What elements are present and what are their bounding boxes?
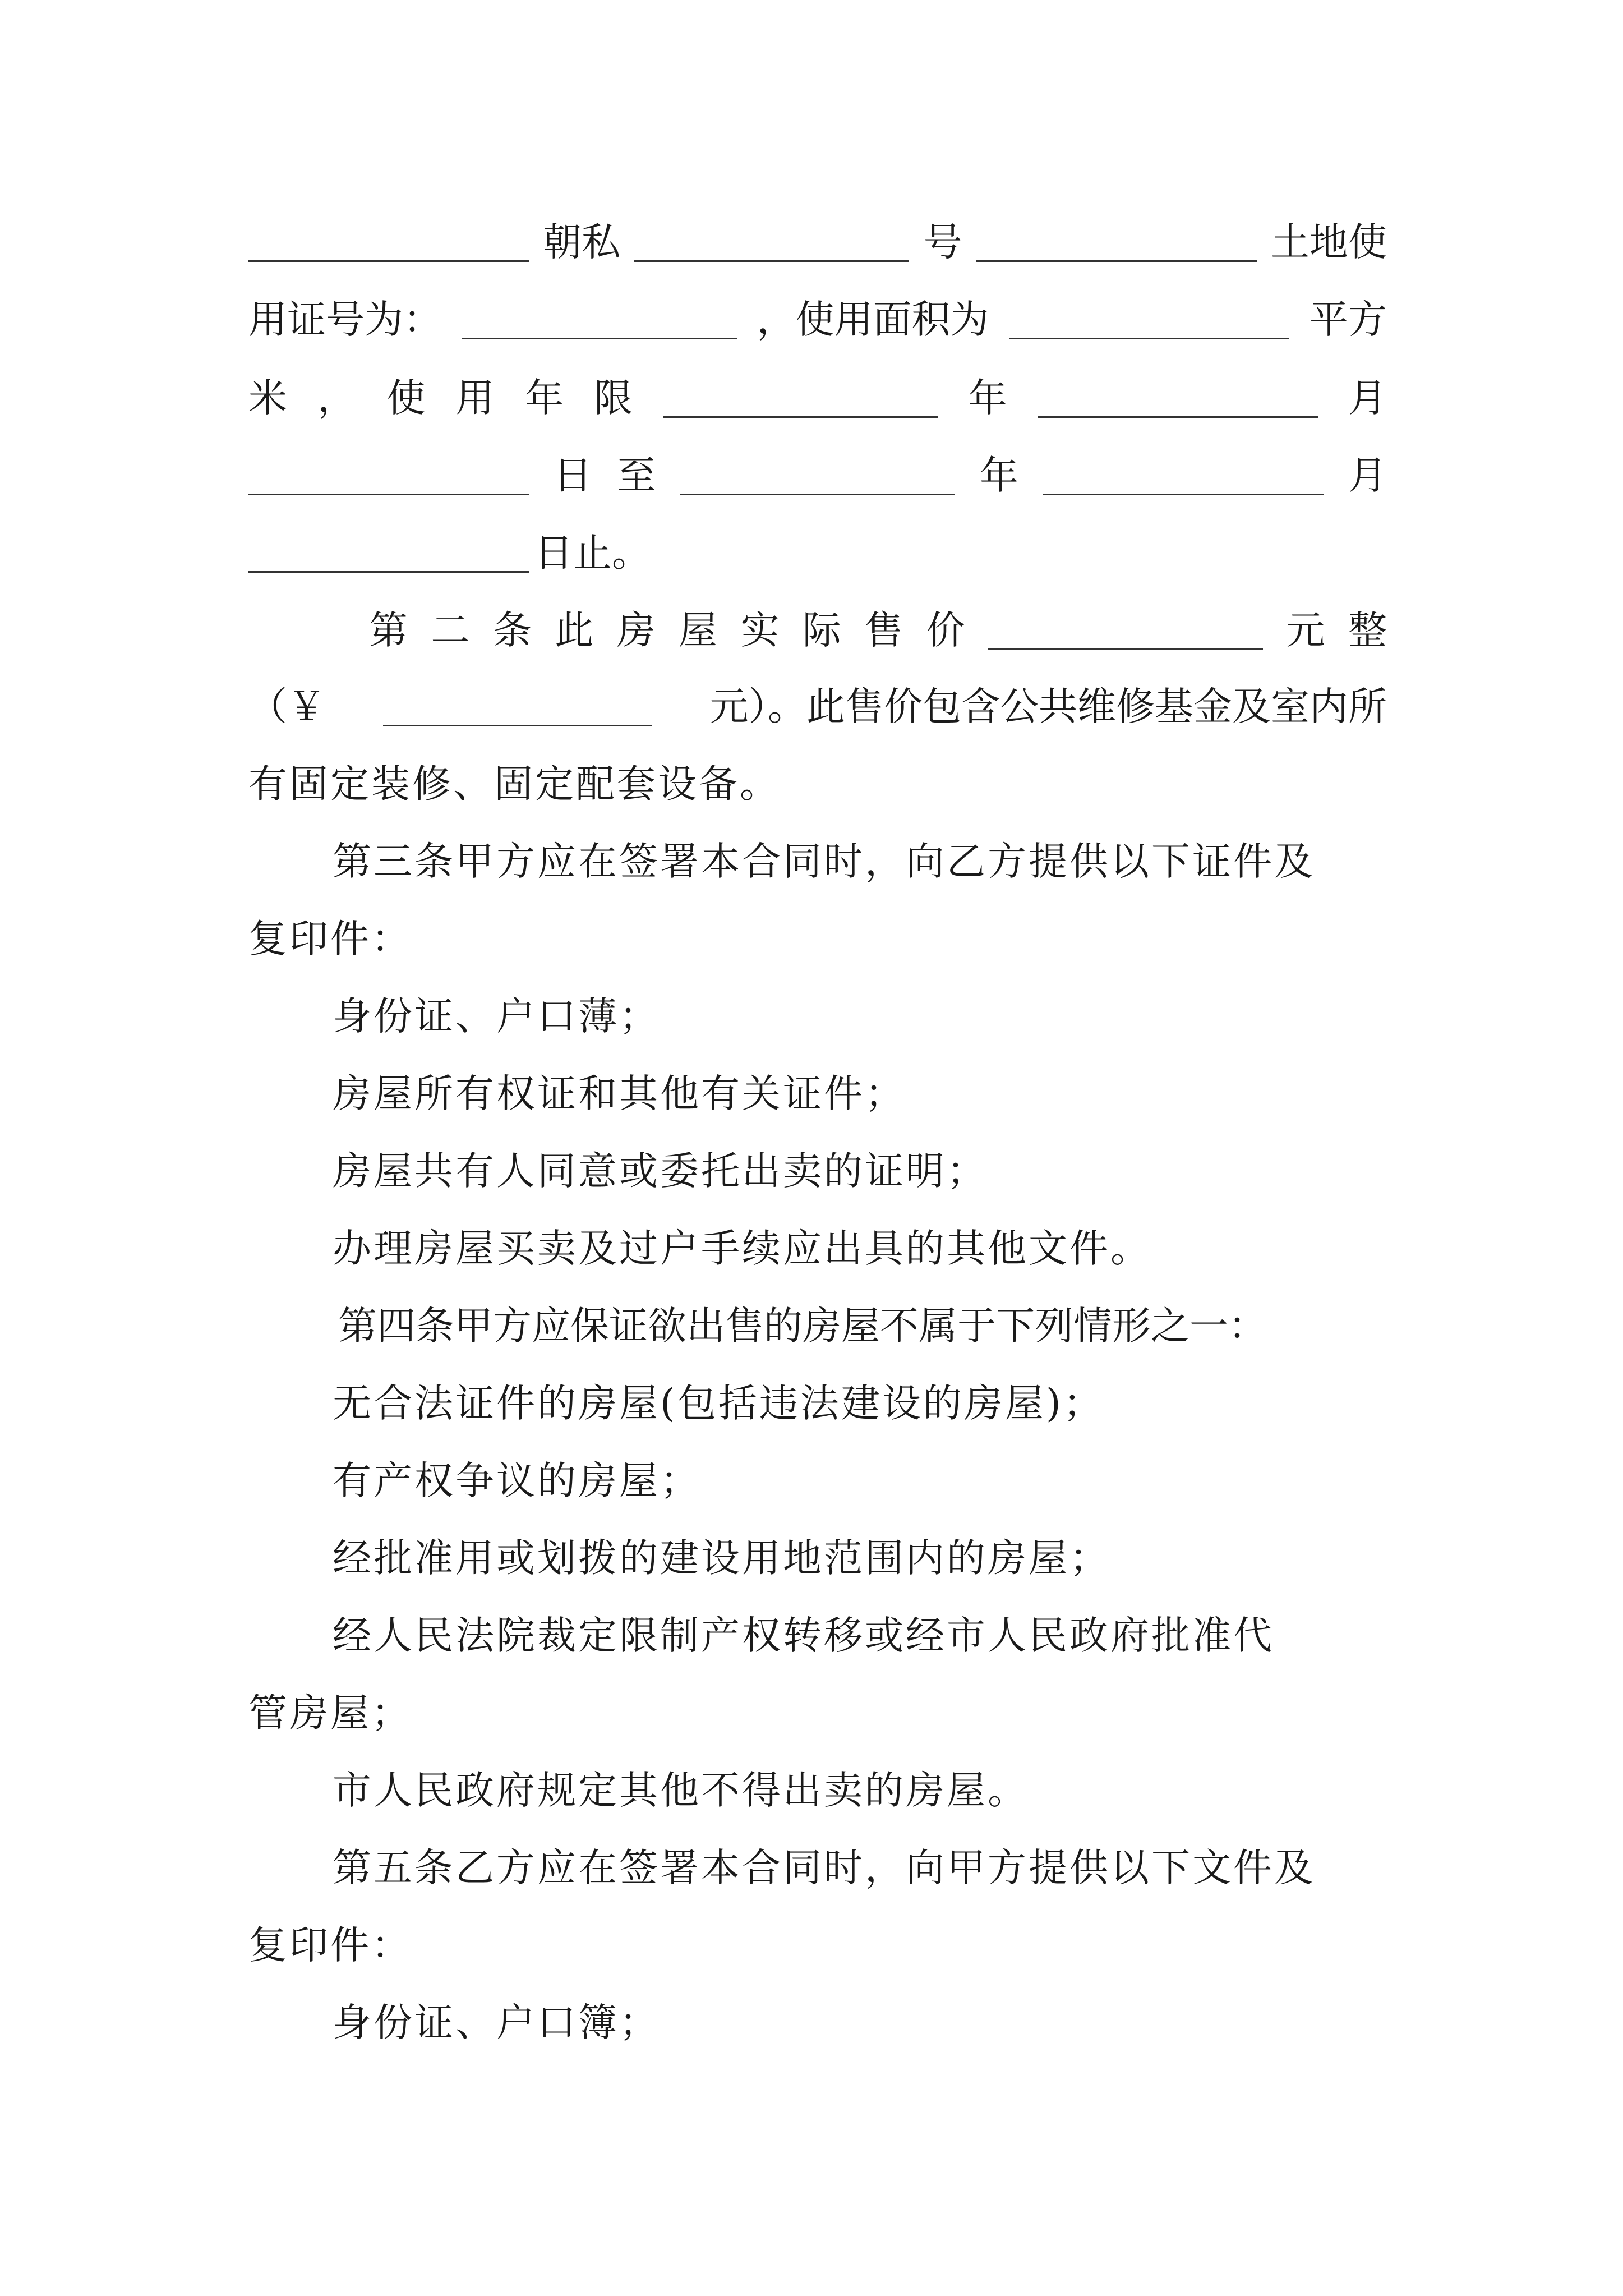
list-item: 有产权争议的房屋；	[333, 1458, 701, 1503]
list-item: 无合法证件的房屋(包括违法建设的房屋)；	[333, 1381, 1104, 1426]
fill-blank	[1038, 379, 1318, 418]
text-segment: 平方	[1310, 297, 1387, 342]
text-segment: 售	[864, 608, 903, 653]
text-segment: 年	[980, 453, 1018, 498]
contract-line-1	[248, 209, 1387, 276]
article-2-line-3: 有固定装修、固定配套设备。	[248, 762, 781, 807]
article-3-line-1: 第三条甲方应在签署本合同时，向乙方提供以下证件及	[333, 839, 1315, 884]
text-segment: 年	[968, 376, 1007, 421]
text-segment: 此	[555, 608, 594, 653]
contract-line-4	[248, 442, 1387, 509]
text-segment: 际	[802, 608, 841, 653]
text-segment: 朝私	[543, 220, 621, 265]
fill-blank	[248, 533, 529, 573]
text-segment: 月	[1348, 376, 1387, 421]
list-item: 房屋共有人同意或委托出卖的证明；	[333, 1149, 988, 1194]
fill-blank	[248, 456, 529, 495]
text-segment: 米	[248, 376, 287, 421]
text-segment: 第	[369, 608, 408, 653]
article-5-line-2: 复印件：	[248, 1923, 412, 1968]
list-item: 身份证、户口薄；	[333, 994, 660, 1039]
text-segment: 限	[594, 376, 633, 421]
text-segment: 月	[1348, 453, 1387, 498]
list-item: 房屋所有权证和其他有关证件；	[333, 1071, 906, 1116]
text-segment: ，	[317, 376, 357, 421]
contract-line-5	[248, 519, 1387, 587]
text-segment: 使	[386, 376, 426, 421]
list-item: 市人民政府规定其他不得出卖的房屋。	[333, 1768, 1029, 1813]
text-segment: 用证号为：	[248, 297, 442, 342]
text-segment: 屋	[679, 608, 718, 653]
fill-blank	[976, 223, 1257, 262]
text-segment: 土地使	[1270, 220, 1387, 265]
fill-blank	[248, 223, 529, 262]
article-4-line-1: 第四条甲方应保证欲出售的房屋不属于下列情形之一：	[338, 1304, 1267, 1349]
text-segment: 整	[1348, 608, 1387, 653]
fill-blank	[680, 456, 955, 495]
text-segment: 用	[455, 376, 495, 421]
fill-blank	[1009, 300, 1289, 339]
text-segment: 年	[524, 376, 564, 421]
fill-blank	[663, 379, 938, 418]
text-segment: 元	[1286, 608, 1325, 653]
fill-blank	[988, 611, 1263, 650]
fill-blank	[634, 223, 909, 262]
contract-line-2	[248, 286, 1387, 353]
list-item: 办理房屋买卖及过户手续应出具的其他文件。	[333, 1226, 1151, 1271]
text-segment: 号	[923, 220, 962, 265]
text-segment: （￥	[248, 684, 326, 729]
article-3-line-2: 复印件：	[248, 917, 412, 961]
article-2-line-2	[248, 673, 1387, 740]
text-segment: 元）。此售价包含公共维修基金及室内所	[709, 684, 1387, 729]
list-item-continuation: 管房屋；	[248, 1691, 412, 1736]
fill-blank	[383, 687, 652, 726]
text-segment: ，使用面积为	[757, 297, 989, 342]
list-item: 身份证、户口簿；	[333, 2000, 660, 2045]
text-segment: 价	[926, 608, 965, 653]
article-5-line-1: 第五条乙方应在签署本合同时，向甲方提供以下文件及	[333, 1846, 1315, 1890]
list-item: 经批准用或划拨的建设用地范围内的房屋；	[333, 1536, 1110, 1581]
contract-line-3	[248, 365, 1387, 432]
text-segment: 二	[431, 608, 470, 653]
text-segment: 实	[740, 608, 780, 653]
text-segment: 日止。	[534, 531, 651, 576]
fill-blank	[462, 300, 737, 339]
list-item: 经人民法院裁定限制产权转移或经市人民政府批准代	[333, 1613, 1274, 1658]
fill-blank	[1043, 456, 1324, 495]
text-segment: 日	[554, 453, 592, 498]
text-segment: 至	[617, 453, 656, 498]
article-2-line-1	[248, 597, 1387, 664]
text-segment: 条	[492, 608, 532, 653]
text-segment: 房	[616, 608, 656, 653]
